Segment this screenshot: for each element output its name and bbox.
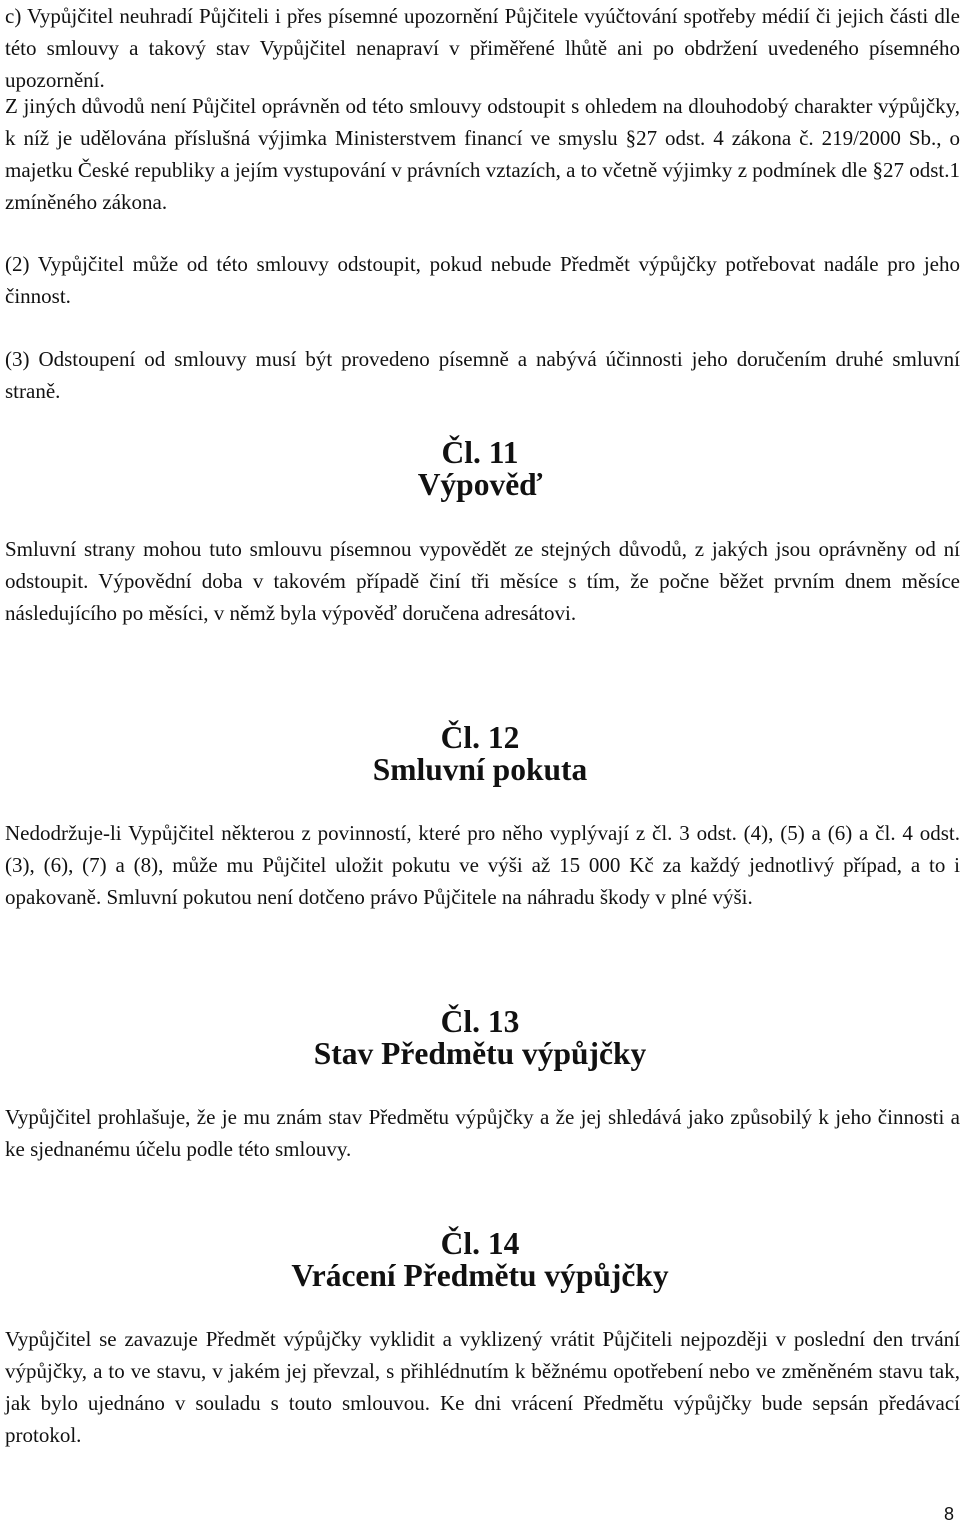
article-14-title: Vrácení Předmětu výpůjčky xyxy=(291,1258,669,1293)
article-13-number: Čl. 13 xyxy=(440,1004,520,1039)
article-11-number: Čl. 11 xyxy=(441,435,519,470)
article-12-number: Čl. 12 xyxy=(440,720,520,755)
paragraph-other-reasons: Z jiných důvodů není Půjčitel oprávněn od této smlouvy odstoupit s ohledem na dlouhodobý charakter výpůjčky, k níž je udělována příslušná výjimka Ministerstvem financí ve smyslu §27 odst. 4 zákona č. 219/2000 Sb., o majetku České republiky a jejím vystupování v právních vztazích, a to včetně výjimky z podmínek dle §27 odst.1 zmíněného zákona. xyxy=(5,94,960,214)
paragraph-article-13: Vypůjčitel prohlašuje, že je mu znám stav Předmětu výpůjčky a že jej shledává jako způsobilý k jeho činnosti a ke sjednanému účelu podle této smlouvy. xyxy=(5,1105,960,1161)
article-13-title: Stav Předmětu výpůjčky xyxy=(313,1036,647,1071)
paragraph-article-12: Nedodržuje-li Vypůjčitel některou z povinností, které pro něho vyplývají z čl. 3 odst. (4), (5) a (6) a čl. 4 odst. (3), (6), (7) a (8), může mu Půjčitel uložit pokutu ve výši až 15 000 Kč za každý jednotlivý případ, a to i opakovaně. Smluvní pokutou není dotčeno právo Půjčitele na náhradu škody v plné výši. xyxy=(5,821,960,909)
article-14-number: Čl. 14 xyxy=(440,1226,520,1261)
paragraph-3-withdrawal-form: (3) Odstoupení od smlouvy musí být provedeno písemně a nabývá účinnosti jeho doručením druhé smluvní straně. xyxy=(5,347,960,403)
article-11-title: Výpověď xyxy=(417,467,543,502)
page-number: 8 xyxy=(943,1504,954,1524)
paragraph-c-termination-reason: c) Vypůjčitel neuhradí Půjčiteli i přes písemné upozornění Půjčitele vyúčtování spotřeby médií či jejich části dle této smlouvy a takový stav Vypůjčitel nenapraví v přiměřené lhůtě ani po obdržení uvedeného písemného upozornění. xyxy=(5,4,960,92)
paragraph-2-borrower-withdrawal: (2) Vypůjčitel může od této smlouvy odstoupit, pokud nebude Předmět výpůjčky potřebovat nadále pro jeho činnost. xyxy=(5,252,960,308)
article-12-title: Smluvní pokuta xyxy=(372,752,588,787)
paragraph-article-14: Vypůjčitel se zavazuje Předmět výpůjčky vyklidit a vyklizený vrátit Půjčiteli nejpozději v poslední den trvání výpůjčky, a to ve stavu, v jakém jej převzal, s přihlédnutím k běžnému opotřebení nebo ve změněném stavu tak, jak bylo ujednáno v souladu s touto smlouvou. Ke dni vrácení Předmětu výpůjčky bude sepsán předávací protokol. xyxy=(5,1327,960,1447)
paragraph-article-11: Smluvní strany mohou tuto smlouvu písemnou vypovědět ze stejných důvodů, z jakých jsou oprávněny od ní odstoupit. Výpovědní doba v takovém případě činí tři měsíce s tím, že počne běžet prvním dnem měsíce následujícího po měsíci, v němž byla výpověď doručena adresátovi. xyxy=(5,537,960,625)
